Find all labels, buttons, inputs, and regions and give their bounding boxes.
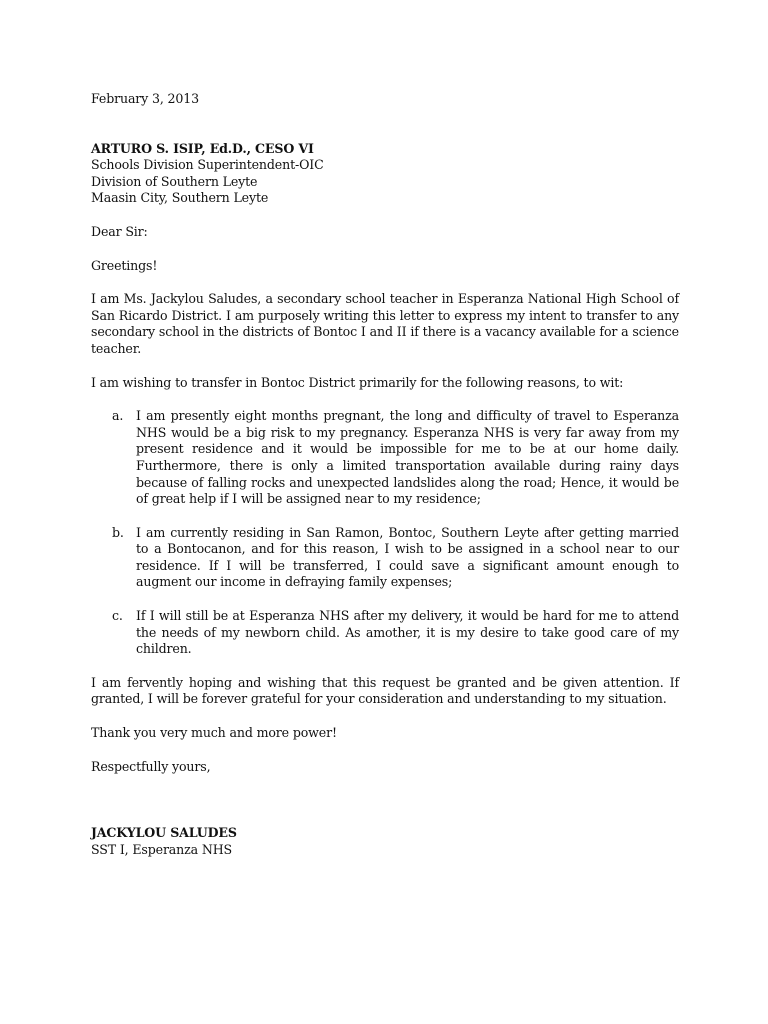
- hope-paragraph: I am fervently hoping and wishing that this request be granted and be given attention. If granted, I will be forever grateful for your consideration and understanding to my situation.: [91, 674, 679, 707]
- reason-item: [91, 525, 679, 591]
- reason-marker: b.: [112, 524, 124, 540]
- salutation: Dear Sir:: [91, 223, 148, 239]
- reason-text: If I will still be at Esperanza NHS after my delivery, it would be hard for me to attend the needs of my newborn child. As amother, it is my desire to take good care of my children.: [136, 608, 679, 657]
- signature-block: [91, 825, 679, 858]
- intro-paragraph: I am Ms. Jackylou Saludes, a secondary school teacher in Esperanza National High School of San Ricardo District. I am purposely writing this letter to express my intent to transfer to any secondary school in the districts of Bontoc I and II if there is a vacancy available for a science teacher.: [91, 291, 679, 356]
- recipient-name: ARTURO S. ISIP, Ed.D., CESO VI: [91, 140, 314, 156]
- letter-date: February 3, 2013: [91, 91, 200, 106]
- reason-item: [91, 408, 679, 508]
- recipient-city: Maasin City, Southern Leyte: [91, 190, 269, 206]
- recipient-address: [91, 141, 679, 207]
- signature-name: JACKYLOU SALUDES: [91, 825, 237, 841]
- closing-line: Respectfully yours,: [91, 758, 211, 774]
- signature-title: SST I, Esperanza NHS: [91, 841, 233, 857]
- thanks-line: Thank you very much and more power!: [91, 725, 337, 741]
- reasons-list: [91, 408, 679, 658]
- recipient-division: Division of Southern Leyte: [91, 173, 258, 189]
- reason-marker: a.: [112, 408, 124, 424]
- reason-text: I am currently residing in San Ramon, Bontoc, Southern Leyte after getting married to a Bontocanon, and for this reason, I wish to be assigned in a school near to our residence. If I will be transferred, I could save a significant amount enough to augment our income in defraying family expenses;: [136, 524, 679, 590]
- reason-text: I am presently eight months pregnant, the long and difficulty of travel to Esperanza NHS would be a big risk to my pregnancy. Esperanza NHS is very far away from my present residence and it would be impossible for me to be at our home daily. Furthermore, there is only a limited transportation available during rainy days because of falling rocks and unexpected landslides along the road; Hence, it would be of great help if I will be assigned near to my residence;: [136, 408, 679, 507]
- reasons-intro: I am wishing to transfer in Bontoc District primarily for the following reasons, to wit:: [91, 374, 624, 390]
- letter-body: [91, 91, 679, 858]
- recipient-position: Schools Division Superintendent-OIC: [91, 157, 324, 173]
- reason-item: [91, 608, 679, 658]
- reason-marker: c.: [112, 608, 123, 624]
- greeting: Greetings!: [91, 257, 158, 273]
